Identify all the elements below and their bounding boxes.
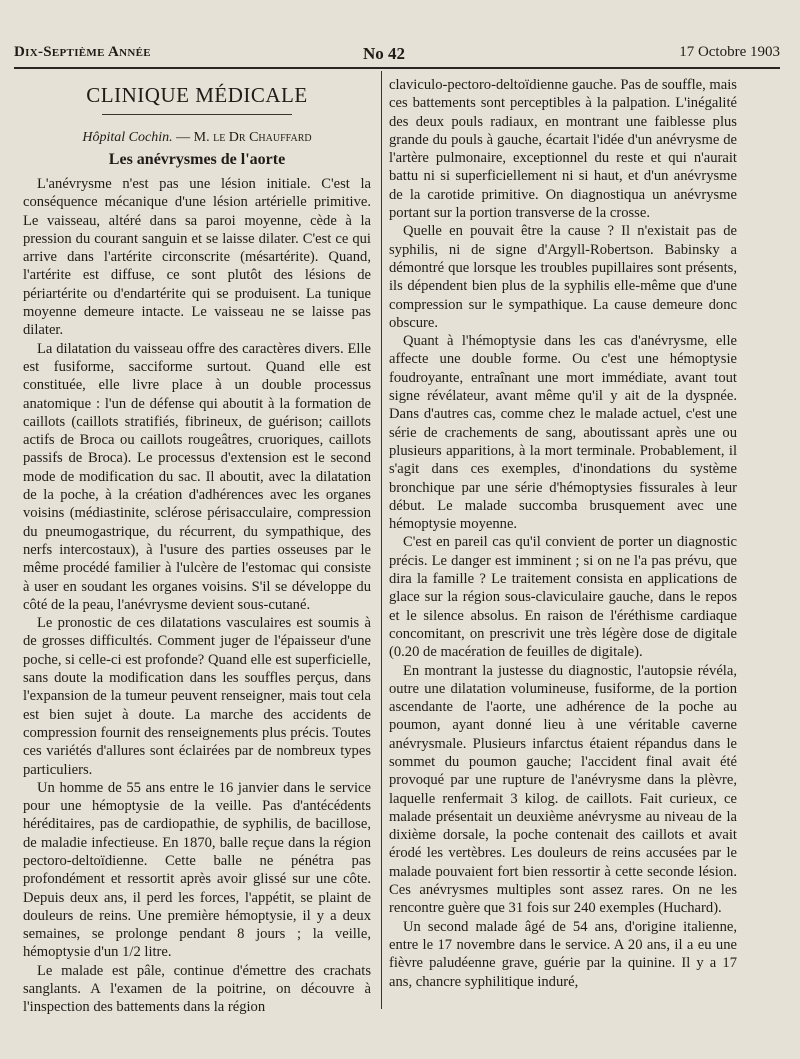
author-name: — M. le Dr Chauffard xyxy=(176,130,312,145)
title-rule xyxy=(102,114,292,115)
header-year: Dix-Septième Année xyxy=(14,44,151,60)
paragraph: En montrant la justesse du diagnostic, l'autopsie révéla, outre une dilatation volumineuse, fusiforme, de la portion ascendante de l'aorte, une adhérence de la poche au poumon, ayant donné lieu à une véritable caverne anévrysmale. Plusieurs infarctus étaient répandus dans le sommet du poumon gauche; l'accident final avait été provoqué par une rupture de l'anévrysme dans la plèvre, laquelle renfermait 3 kilog. de caillots. Fait curieux, ce malade présentait un deuxième anévrysme au niveau de la dixième dorsale, la poche contenait des caillots et avait érodé les vertèbres. Les douleurs de reins accusées par le malade pouvaient fort bien ressortir à cette seconde lésion. Ces anévrysmes multiples sont assez rares. On ne les rencontre guère que 31 fois sur 240 exemples (Huchard). xyxy=(389,662,737,917)
header-rule xyxy=(14,67,780,69)
paragraph: Le pronostic de ces dilatations vasculaires est soumis à de grosses difficultés. Comment juger de l'épaisseur d'une poche, si celle-ci est profonde? Quand elle est superficielle, sans doute la modification dans les souffles perçus, dans l'expansion de la tumeur peuvent renseigner, mais tout cela est bien sujet à doute. La marche des accidents de compression fournit des renseignements plus précis. Toutes ces variétés d'allures sont éclairées par de nombreux types particuliers. xyxy=(23,615,371,778)
section-title: CLINIQUE MÉDICALE xyxy=(86,83,308,107)
paragraph: Le malade est pâle, continue d'émettre des crachats sanglants. A l'examen de la poitrine, on découvre à l'inspection des battements dans la région xyxy=(23,962,371,1016)
left-column xyxy=(23,80,371,1017)
paragraph: Quant à l'hémoptysie dans les cas d'anévrysme, elle affecte une double forme. Ou c'est une hémoptysie foudroyante, entraînant une mort immédiate, avant tout signe révélateur, avant même qu'il y ait de la dyspnée. Dans d'autres cas, comme chez le malade actuel, c'est une série de crachements de sang, aboutissant après une ou plusieurs apparitions, à la mort terminale. Probablement, il s'agit dans ces exemples, d'inondations du système bronchique par une série d'hémoptysies fissurales à leur début. Le malade succomba brusquement avec une hémoptysie moyenne. xyxy=(389,333,737,533)
page-header xyxy=(14,44,780,66)
right-column xyxy=(389,76,737,991)
paragraph: L'anévrysme n'est pas une lésion initiale. C'est la conséquence mécanique d'une lésion artérielle primitive. Le vaisseau, altéré dans sa paroi moyenne, cède à la pression du courant sanguin et se laisse dilater. C'est ce qui arrive dans l'artérite circonscrite (mésartérite). Quand, l'artérite est diffuse, ce sont plutôt des lésions de périartérite ou d'endartérite qui se produisent. La tunique moyenne demeure intacte. Le vaisseau ne se laisse pas dilater. xyxy=(23,176,371,339)
paragraph: La dilatation du vaisseau offre des caractères divers. Elle est fusiforme, sacciforme surtout. Quand elle est constituée, elle livre place à un double processus anatomique : l'un de défense qui aboutit à la formation de caillots (caillots stratifiés, fibrineux, de guérison; caillots actifs de Broca ou caillots rougeâtres, cruoriques, caillots passifs de Broca). Le processus d'extension est le second mode de modification du sac. Il aboutit, avec la dilatation de la poche, à la création d'adhérences avec les organes voisins (médiastinite, sclérose périsacculaire, compression du pneumogastrique, du récurrent, du sympathique, des nerfs intercostaux), à l'usure des parties osseuses par le même procédé familier à l'ulcère de l'estomac qui consiste à user en soudant les organes voisins. S'il se développe du côté de la peau, l'anévrysme devient sous-cutané. xyxy=(23,340,371,613)
byline xyxy=(23,129,371,147)
paragraph: C'est en pareil cas qu'il convient de porter un diagnostic précis. Le danger est imminent ; si on ne l'a pas prévu, que dira la famille ? Le traitement consista en applications de glace sur la région sous-claviculaire gauche, dans le repos et le silence absolus. En raison de l'éréthisme cardiaque concomitant, on prescrivit une très légère dose de digitale (0.20 de macération de feuilles de digitale). xyxy=(389,534,737,661)
article-title: Les anévrysmes de l'aorte xyxy=(108,151,286,168)
paragraph: claviculo-pectoro-deltoïdienne gauche. Pas de souffle, mais ces battements sont perceptibles à la palpation. L'inégalité des deux pouls radiaux, en montrant une faiblesse plus grande du pouls à gauche, écartait l'idée d'un anévrysme de l'artère pulmonaire, exceptionnel du reste et qui n'aurait battu ni si superficiellement ni si haut, et d'un anévrysme de la carotide primitive. On diagnostiqua un anévrysme portant sur la portion transverse de la crosse. xyxy=(389,77,737,222)
paragraph: Un homme de 55 ans entre le 16 janvier dans le service pour une hémoptysie de la veille. Pas d'antécédents héréditaires, pas de cardiopathie, de syphilis, de bacillose, de maladie infectieuse. En 1870, balle reçue dans la région pectoro-deltoïdienne. Cette balle ne pénétra pas profondément et ressortit après avoir glissé sur une côte. Depuis deux ans, il perd les forces, l'appétit, se plaint de douleurs de reins. Une première hémoptysie, il y a deux semaines, se prolonge pendant 8 jours ; la veille, hémoptysie d'un 1/2 litre. xyxy=(23,779,371,961)
column-divider xyxy=(381,71,382,1009)
paragraph: Un second malade âgé de 54 ans, d'origine italienne, entre le 17 novembre dans le service. A 20 ans, il a eu une fièvre paludéenne grave, guérie par la quinine. Il y a 17 ans, chancre syphilitique induré, xyxy=(389,918,737,990)
header-date: 17 Octobre 1903 xyxy=(679,44,780,60)
hospital-name: Hôpital Cochin. xyxy=(82,130,173,145)
header-issue-number: No 42 xyxy=(363,44,406,63)
paragraph: Quelle en pouvait être la cause ? Il n'existait pas de syphilis, ni de signe d'Argyll-Robertson. Babinsky a démontré que lorsque les troubles pupillaires sont présents, ils dépendent bien plus de la syphilis elle-même que d'une compression sur le sympathique. La cause demeure donc obscure. xyxy=(389,223,737,331)
